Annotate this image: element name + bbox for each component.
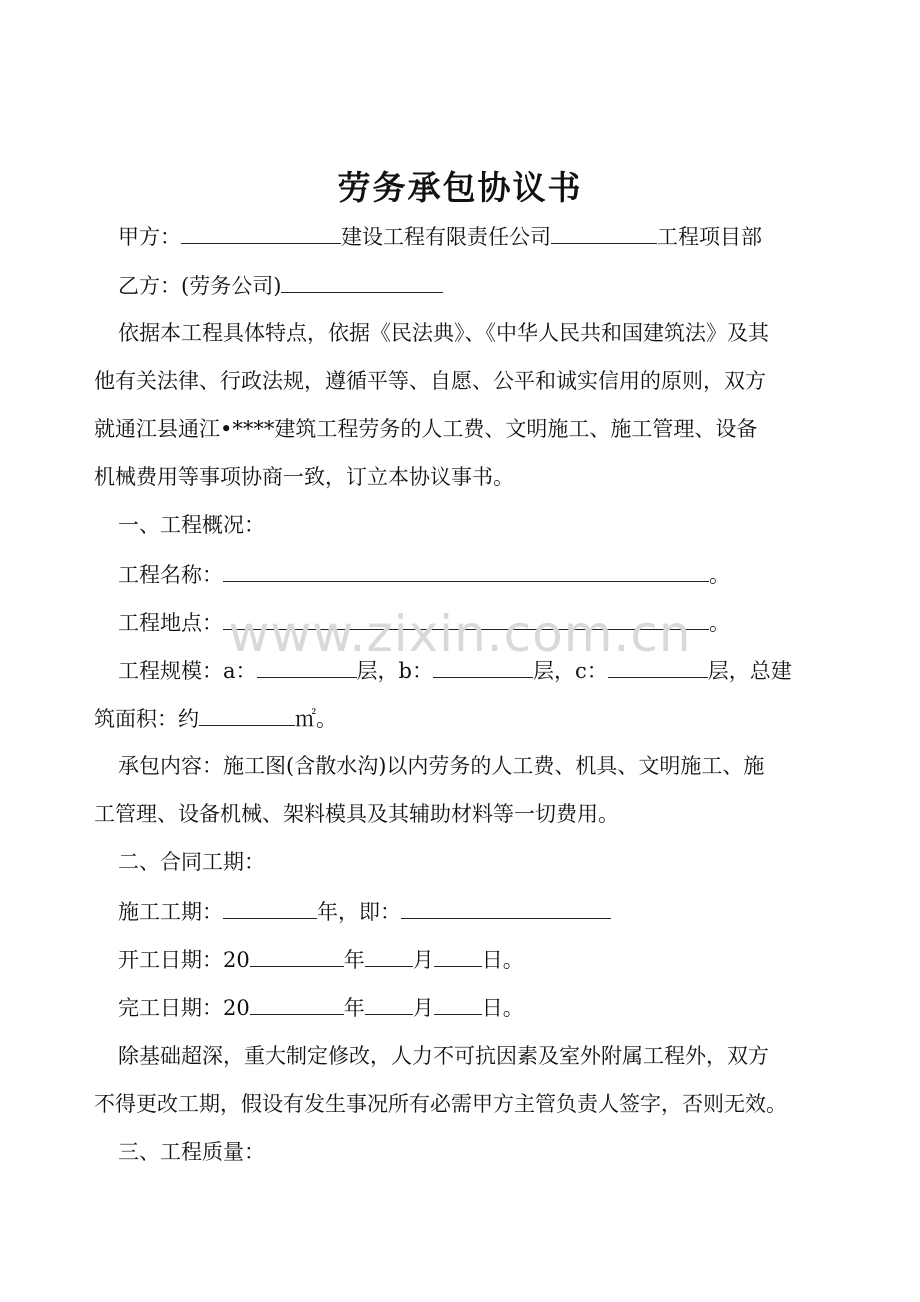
start-date-label: 开工日期：20 xyxy=(118,948,250,972)
party-a-company-type: 建设工程有限责任公司 xyxy=(341,225,551,249)
party-a-project-blank[interactable] xyxy=(551,221,657,244)
area-blank[interactable] xyxy=(199,703,295,726)
intro-line-4: 机械费用等事项协商一致，订立本协议事书。 xyxy=(94,465,514,489)
project-name-end: 。 xyxy=(709,563,730,587)
area-line xyxy=(94,703,854,734)
duration-years-blank[interactable] xyxy=(223,896,317,919)
clause-line-2: 不得更改工期，假设有发生事况所有必需甲方主管负责人签字，否则无效。 xyxy=(94,1092,787,1116)
duration-year: 年，即： xyxy=(317,900,401,924)
duration-label: 施工工期： xyxy=(118,900,223,924)
watermark: www.zixin.com.cn xyxy=(228,605,692,663)
duration-line xyxy=(94,896,878,927)
scope-line-1: 承包内容：施工图(含散水沟)以内劳务的人工费、机具、文明施工、施 xyxy=(118,754,765,778)
party-a-suffix: 工程项目部 xyxy=(657,225,762,249)
end-date-line xyxy=(94,992,878,1023)
intro-line-2: 他有关法律、行政法规，遵循平等、自愿、公平和诚实信用的原则，双方 xyxy=(94,369,766,393)
project-location-end: 。 xyxy=(709,611,730,635)
section-3-heading: 三、工程质量： xyxy=(118,1140,265,1164)
intro-line-3: 就通江县通江•****建筑工程劳务的人工费、文明施工、施工管理、设备 xyxy=(94,417,758,441)
start-date-line xyxy=(94,944,878,975)
end-date-label: 完工日期：20 xyxy=(118,996,250,1020)
clause-line-1: 除基础超深，重大制定修改，人力不可抗因素及室外附属工程外，双方 xyxy=(118,1044,769,1068)
end-day-blank[interactable] xyxy=(434,992,482,1015)
party-a-company-blank[interactable] xyxy=(181,221,341,244)
start-month-blank[interactable] xyxy=(365,944,413,967)
floors-b-blank[interactable] xyxy=(433,655,533,678)
duration-detail-blank[interactable] xyxy=(401,896,611,919)
scale-floor-2: 层，c： xyxy=(532,659,608,683)
scale-floor-3: 层，总建 xyxy=(707,659,792,683)
project-location-label: 工程地点： xyxy=(118,611,223,635)
area-unit: ㎡。 xyxy=(295,707,337,731)
start-month: 月 xyxy=(412,948,434,972)
area-label: 筑面积：约 xyxy=(94,707,199,731)
end-year: 年 xyxy=(343,996,365,1020)
scale-label: 工程规模：a： xyxy=(118,659,257,683)
scope-line-2: 工管理、设备机械、架料模具及其辅助材料等一切费用。 xyxy=(94,802,619,826)
project-scale-line xyxy=(94,655,878,686)
party-b-line xyxy=(94,270,878,301)
end-month: 月 xyxy=(412,996,434,1020)
party-b-label: 乙方：(劳务公司) xyxy=(118,274,282,298)
floors-a-blank[interactable] xyxy=(257,655,357,678)
start-day: 日。 xyxy=(481,948,524,972)
end-day: 日。 xyxy=(481,996,524,1020)
start-day-blank[interactable] xyxy=(434,944,482,967)
party-b-blank[interactable] xyxy=(281,270,443,293)
party-a-label: 甲方： xyxy=(118,225,181,249)
floors-c-blank[interactable] xyxy=(608,655,708,678)
project-name-blank[interactable] xyxy=(223,559,709,582)
project-location-blank[interactable] xyxy=(223,607,709,630)
project-name-line xyxy=(94,559,878,590)
start-year-blank[interactable] xyxy=(250,944,344,967)
section-1-heading: 一、工程概况： xyxy=(118,513,265,537)
intro-line-1: 依据本工程具体特点，依据《民法典》、《中华人民共和国建筑法》及其 xyxy=(118,321,769,345)
project-name-label: 工程名称： xyxy=(118,563,223,587)
party-a-line xyxy=(94,221,878,252)
start-year: 年 xyxy=(343,948,365,972)
end-year-blank[interactable] xyxy=(250,992,344,1015)
end-month-blank[interactable] xyxy=(365,992,413,1015)
scale-floor-1: 层，b： xyxy=(356,659,433,683)
section-2-heading: 二、合同工期： xyxy=(118,850,265,874)
project-location-line xyxy=(94,607,878,638)
document-title: 劳务承包协议书 xyxy=(337,168,583,207)
